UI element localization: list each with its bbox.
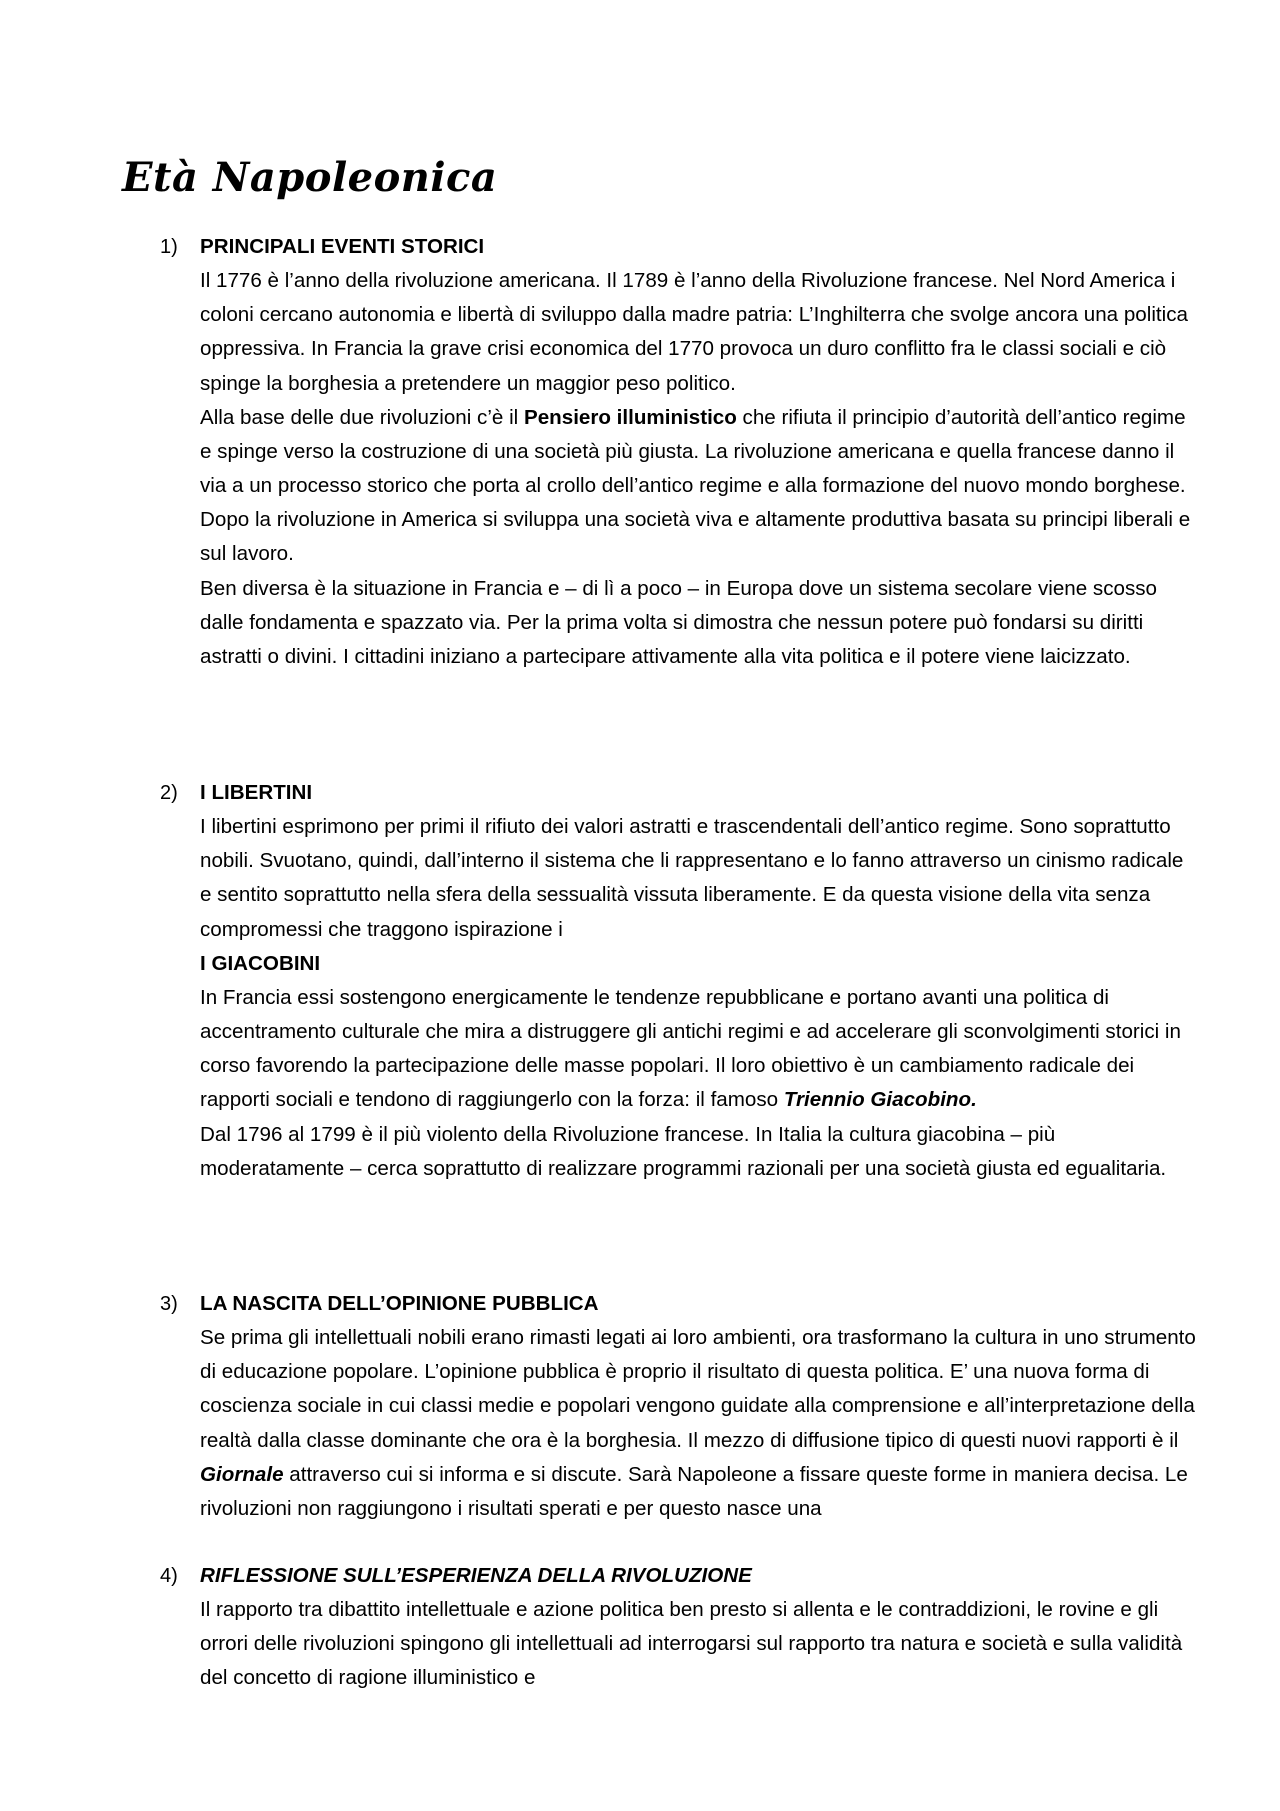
text-run: che rifiuta il principio d’autorità dell’antico regime e spinge verso la costruzione di una società più giusta. La rivoluzione americana e quella francese danno il via a un processo storico che porta al crollo dell’antico regime e alla formazione del nuovo mondo borghese. — [200, 405, 1186, 498]
bold-italic-term: Giornale — [200, 1462, 284, 1486]
section-number: 4) — [160, 1565, 178, 1587]
bold-term: Pensiero illuministico — [523, 405, 737, 429]
section-riflessione-rivoluzione — [200, 1559, 1200, 1696]
bold-italic-term: Triennio Giacobino. — [783, 1088, 977, 1112]
paragraph — [200, 981, 1200, 1118]
section-heading: LA NASCITA DELL’OPINIONE PUBBLICA — [200, 1292, 599, 1315]
section-i-libertini — [200, 776, 1200, 1186]
paragraph: Il rapporto tra dibattito intellettuale e azione politica ben presto si allenta e le contraddizioni, le rovine e gli orrori delle rivoluzioni spingono gli intellettuali ad interrogarsi sul rapporto tra natura e società e sulla validità del concetto di ragione illuministico e — [200, 1598, 1183, 1690]
page-title: Età Napoleonica — [122, 154, 498, 201]
paragraph — [200, 1321, 1200, 1526]
section-heading: PRINCIPALI EVENTI STORICI — [200, 235, 485, 258]
paragraph: Dopo la rivoluzione in America si sviluppa una società viva e altamente produttiva basata su principi liberali e sul lavoro. — [200, 508, 1191, 566]
section-number: 1) — [160, 236, 178, 258]
paragraph: Ben diversa è la situazione in Francia e – di lì a poco – in Europa dove un sistema secolare viene scosso dalle fondamenta e spazzato via. Per la prima volta si dimostra che nessun potere può fondarsi su diritti astratti o divini. I cittadini iniziano a partecipare attivamente alla vita politica e il potere viene laicizzato. — [200, 576, 1158, 668]
section-heading: RIFLESSIONE SULL’ESPERIENZA DELLA RIVOLUZIONE — [200, 1564, 752, 1587]
text-run: In Francia essi sostengono energicamente le tendenze repubblicane e portano avanti una politica di accentramento culturale che mira a distruggere gli antichi regimi e ad accelerare gli sconvolgimenti storici in corso favorendo la partecipazione delle masse popolari. Il loro obiettivo è un cambiamento radicale dei rapporti sociali e tendono di raggiungerlo con la forza: il famoso — [200, 985, 1181, 1112]
paragraph: I libertini esprimono per primi il rifiuto dei valori astratti e trascendentali dell’antico regime. Sono soprattutto nobili. Svuotano, quindi, dall’interno il sistema che li rappresentano e lo fanno attraverso un cinismo radicale e sentito soprattutto nella sfera della sessualità vissuta liberamente. E da questa visione della vita senza compromessi che traggono ispirazione i — [200, 815, 1184, 941]
paragraph — [200, 401, 1200, 503]
subsection-heading: I GIACOBINI — [200, 951, 321, 975]
text-run: Alla base delle due rivoluzioni c’è il — [200, 405, 524, 429]
section-opinione-pubblica — [200, 1287, 1200, 1526]
text-run: attraverso cui si informa e si discute. Sarà Napoleone a fissare queste forme in maniera decisa. Le rivoluzioni non raggiungono i risultati sperati e per questo nasce una — [200, 1462, 1188, 1520]
paragraph: Il 1776 è l’anno della rivoluzione americana. Il 1789 è l’anno della Rivoluzione francese. Nel Nord America i coloni cercano autonomia e libertà di sviluppo dalla madre patria: L’Inghilterra che svolge ancora una politica oppressiva. In Francia la grave crisi economica del 1770 provoca un duro conflitto fra le classi sociali e ciò spinge la borghesia a pretendere un maggior peso politico. — [200, 269, 1188, 395]
text-run: Se prima gli intellettuali nobili erano rimasti legati ai loro ambienti, ora trasformano la cultura in uno strumento di educazione popolare. L’opinione pubblica è proprio il risultato di questa politica. E’ una nuova forma di coscienza sociale in cui classi medie e popolari vengono guidate alla comprensione e all’interpretazione della realtà dalla classe dominante che ora è la borghesia. Il mezzo di diffusione tipico di questi nuovi rapporti è il — [200, 1326, 1196, 1452]
section-heading: I LIBERTINI — [200, 781, 313, 804]
section-number: 3) — [160, 1293, 178, 1315]
section-principali-eventi-storici — [200, 230, 1200, 674]
paragraph: Dal 1796 al 1799 è il più violento della Rivoluzione francese. In Italia la cultura giacobina – più moderatamente – cerca soprattutto di realizzare programmi razionali per una società giusta ed egualitaria. — [200, 1122, 1167, 1180]
section-number: 2) — [160, 782, 178, 804]
